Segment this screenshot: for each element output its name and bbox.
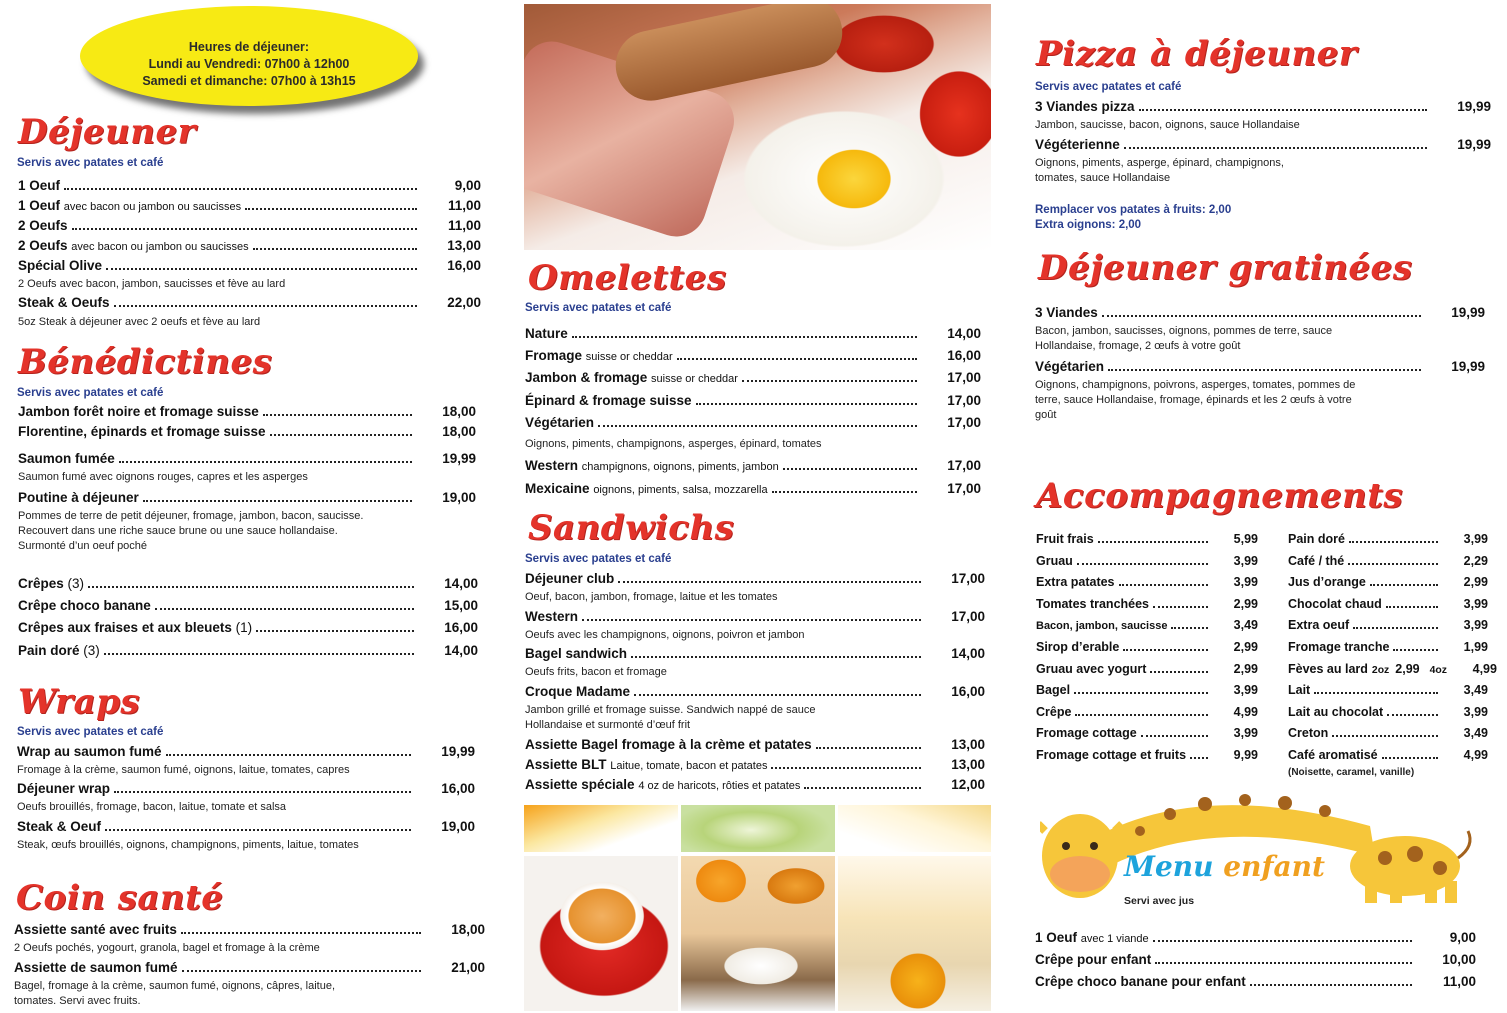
- side-item: Tomates tranchées 2,99: [1036, 596, 1258, 611]
- pizza-extra-fruits: Remplacer vos patates à fruits: 2,00: [1035, 204, 1232, 216]
- menu-item: Mexicaine oignons, piments, salsa, mozzarella 17,00: [525, 481, 981, 496]
- item-description: Oignons, piments, asperge, épinard, champignons, tomates, sauce Hollandaise: [1035, 157, 1284, 184]
- item-description: 2 Oeufs pochés, yogourt, granola, bagel et fromage à la crème: [14, 942, 320, 954]
- hours-title: Heures de déjeuner:: [188, 40, 310, 54]
- item-description: Bacon, jambon, saucisses, oignons, pommes de terre, sauce Hollandaise, fromage, 2 œufs à votre goût: [1035, 325, 1333, 352]
- sausage-shape: [609, 4, 849, 107]
- item-description: Oignons, piments, champignons, asperges, épinard, tomates: [525, 438, 822, 450]
- side-item: Sirop d’erable 2,99: [1036, 640, 1258, 654]
- menu-item: Crêpes aux fraises et aux bleuets (1) 16,00: [18, 620, 478, 635]
- menu-item: Assiette de saumon fumé 21,00: [14, 960, 485, 975]
- side-item: Extra oeuf 3,99: [1288, 618, 1488, 633]
- toast-photo-tile: [681, 856, 835, 1011]
- side-item: Lait 3,49: [1288, 683, 1488, 698]
- menu-item: Nature 14,00: [525, 326, 981, 341]
- pizza-title: Pizza à déjeuner: [1036, 34, 1358, 74]
- item-description: Oignons, champignons, poivrons, asperges, tomates, pommes de terre, sauce Hollandaise, fromage, épinards et les 2 œufs à votre goût: [1035, 379, 1356, 421]
- item-description: Oeufs avec les champignons, oignons, poivron et jambon: [525, 629, 805, 641]
- item-description: Pommes de terre de petit déjeuner, fromage, jambon, bacon, saucisse. Recouvert dans une riche sauce brune ou une sauce hollandaise. Surmonté d’un oeuf poché: [18, 510, 364, 552]
- item-description: (Noisette, caramel, vanille): [1288, 767, 1415, 778]
- side-item: Extra patates 3,99: [1036, 575, 1258, 590]
- menu-item: Western 17,00: [525, 609, 985, 624]
- kids-menu-subtitle: Servi avec jus: [1124, 895, 1195, 907]
- menu-item: Wrap au saumon fumé 19,99: [17, 744, 475, 759]
- item-description: Fromage à la crème, saumon fumé, oignons, laitue, tomates, capres: [17, 764, 350, 776]
- sante-title: Coin santé: [16, 878, 224, 918]
- item-description: Jambon grillé et fromage suisse. Sandwich nappé de sauce Hollandaise et surmonté d’œuf frit: [525, 704, 816, 731]
- menu-item: Florentine, épinards et fromage suisse 18,00: [18, 424, 476, 439]
- benedictines-subtitle: Servis avec patates et café: [17, 387, 164, 399]
- sandwichs-subtitle: Servis avec patates et café: [525, 553, 672, 565]
- menu-item: 2 Oeufs 11,00: [18, 218, 481, 233]
- menu-item: Steak & Oeufs 22,00: [18, 295, 481, 310]
- menu-item: Steak & Oeuf 19,00: [17, 819, 475, 834]
- dejeuner-title: Déjeuner: [18, 112, 197, 152]
- side-item: Café aromatisé 4,99: [1288, 748, 1488, 762]
- menu-item: Pain doré (3) 14,00: [18, 643, 478, 658]
- side-item: Crêpe 4,99: [1036, 704, 1258, 719]
- orange-photo-tile: [524, 805, 678, 852]
- side-item: Gruau 3,99: [1036, 553, 1258, 568]
- coffee-photo-tile: [524, 856, 678, 1011]
- menu-item: Assiette spéciale 4 oz de haricots, rôties et patates 12,00: [525, 777, 985, 792]
- menu-item: Croque Madame 16,00: [525, 684, 985, 699]
- menu-item: Déjeuner wrap 16,00: [17, 781, 475, 796]
- side-item: Gruau avec yogurt 2,99: [1036, 661, 1258, 676]
- dejeuner-subtitle: Servis avec patates et café: [17, 157, 164, 169]
- kids-menu-title: Menu enfant: [1124, 850, 1325, 883]
- benedictines-title: Bénédictines: [18, 342, 273, 382]
- wraps-subtitle: Servis avec patates et café: [17, 726, 164, 738]
- giraffe-illustration: [1040, 786, 1480, 906]
- side-item: Fruit frais 5,99: [1036, 532, 1258, 546]
- menu-item: Végétarien 19,99: [1035, 359, 1485, 374]
- menu-item: Épinard & fromage suisse 17,00: [525, 393, 981, 408]
- side-item: Chocolat chaud 3,99: [1288, 596, 1488, 611]
- side-item: Café / thé 2,29: [1288, 553, 1488, 568]
- menu-item: Crêpe choco banane 15,00: [18, 598, 478, 613]
- hours-badge: [80, 6, 418, 106]
- menu-item: Déjeuner club 17,00: [525, 571, 985, 586]
- sandwichs-title: Sandwichs: [528, 508, 735, 548]
- menu-item: 2 Oeufs avec bacon ou jambon ou saucisses 13,00: [18, 238, 481, 253]
- lemon-photo-tile: [838, 805, 991, 852]
- menu-item: 1 Oeuf avec 1 viande 9,00: [1035, 930, 1476, 945]
- omelettes-subtitle: Servis avec patates et café: [525, 302, 672, 314]
- side-item: Jus d’orange 2,99: [1288, 575, 1488, 590]
- menu-item: Spécial Olive 16,00: [18, 258, 481, 273]
- item-description: Saumon fumé avec oignons rouges, capres et les asperges: [18, 471, 308, 483]
- side-item: Fromage tranche 1,99: [1288, 640, 1488, 654]
- item-description: 5oz Steak à déjeuner avec 2 oeufs et fève au lard: [18, 316, 261, 328]
- menu-item: Végétarien 17,00: [525, 415, 981, 430]
- side-item: Fromage cottage et fruits 9,99: [1036, 748, 1258, 762]
- breakfast-photo: [524, 4, 991, 250]
- honey-photo-tile: [838, 856, 991, 1011]
- menu-item: Western champignons, oignons, piments, jambon 17,00: [525, 458, 981, 473]
- side-item: Creton 3,49: [1288, 726, 1488, 741]
- menu-item: Crêpe choco banane pour enfant 11,00: [1035, 974, 1476, 989]
- menu-item: 3 Viandes 19,99: [1035, 305, 1485, 320]
- menu-item: Végéterienne 19,99: [1035, 137, 1491, 152]
- item-description: Bagel, fromage à la crème, saumon fumé, oignons, câpres, laitue, tomates. Servi avec fruits.: [14, 980, 336, 1007]
- menu-item: Crêpe pour enfant 10,00: [1035, 952, 1476, 967]
- pizza-extra-onions: Extra oignons: 2,00: [1035, 219, 1142, 231]
- item-description: 2 Oeufs avec bacon, jambon, saucisses et fève au lard: [18, 278, 286, 290]
- menu-item: Assiette santé avec fruits 18,00: [14, 922, 485, 937]
- menu-item: 1 Oeuf avec bacon ou jambon ou saucisses 11,00: [18, 198, 481, 213]
- cereal-photo-tile: [681, 805, 835, 852]
- omelettes-title: Omelettes: [528, 258, 727, 298]
- hours-weekdays: Lundi au Vendredi: 07h00 à 12h00: [148, 57, 350, 71]
- menu-item: Assiette Bagel fromage à la crème et patates 13,00: [525, 737, 985, 752]
- item-description: Oeufs brouillés, fromage, bacon, laitue, tomate et salsa: [17, 801, 287, 813]
- side-item: Fèves au lard 2oz 2,99 4oz 4,99: [1288, 661, 1497, 676]
- side-item: Bagel 3,99: [1036, 683, 1258, 698]
- accompagnements-title: Accompagnements: [1036, 476, 1404, 516]
- wraps-title: Wraps: [18, 682, 141, 722]
- pizza-subtitle: Servis avec patates et café: [1035, 81, 1182, 93]
- menu-item: Jambon & fromage suisse or cheddar 17,00: [525, 370, 981, 385]
- menu-item: Saumon fumée 19,99: [18, 451, 476, 466]
- menu-item: Bagel sandwich 14,00: [525, 646, 985, 661]
- item-description: Steak, œufs brouillés, oignons, champignons, piments, laitue, tomates: [17, 839, 359, 851]
- menu-item: 1 Oeuf 9,00: [18, 178, 481, 193]
- menu-item: Jambon forêt noire et fromage suisse 18,00: [18, 404, 476, 419]
- item-description: Oeufs frits, bacon et fromage: [525, 666, 667, 678]
- menu-item: 3 Viandes pizza 19,99: [1035, 99, 1491, 114]
- item-description: Jambon, saucisse, bacon, oignons, sauce Hollandaise: [1035, 119, 1300, 131]
- menu-item: Assiette BLT Laitue, tomate, bacon et patates 13,00: [525, 757, 985, 772]
- item-description: Oeuf, bacon, jambon, fromage, laitue et les tomates: [525, 591, 778, 603]
- menu-item: Crêpes (3) 14,00: [18, 576, 478, 591]
- side-item: Bacon, jambon, saucisse 3,49: [1036, 618, 1258, 633]
- gratinees-title: Déjeuner gratinées: [1038, 248, 1413, 288]
- hours-weekend: Samedi et dimanche: 07h00 à 13h15: [142, 74, 356, 88]
- side-item: Fromage cottage 3,99: [1036, 726, 1258, 741]
- menu-item: Fromage suisse or cheddar 16,00: [525, 348, 981, 363]
- side-item: Pain doré 3,99: [1288, 532, 1488, 546]
- menu-item: Poutine à déjeuner 19,00: [18, 490, 476, 505]
- side-item: Lait au chocolat 3,99: [1288, 704, 1488, 719]
